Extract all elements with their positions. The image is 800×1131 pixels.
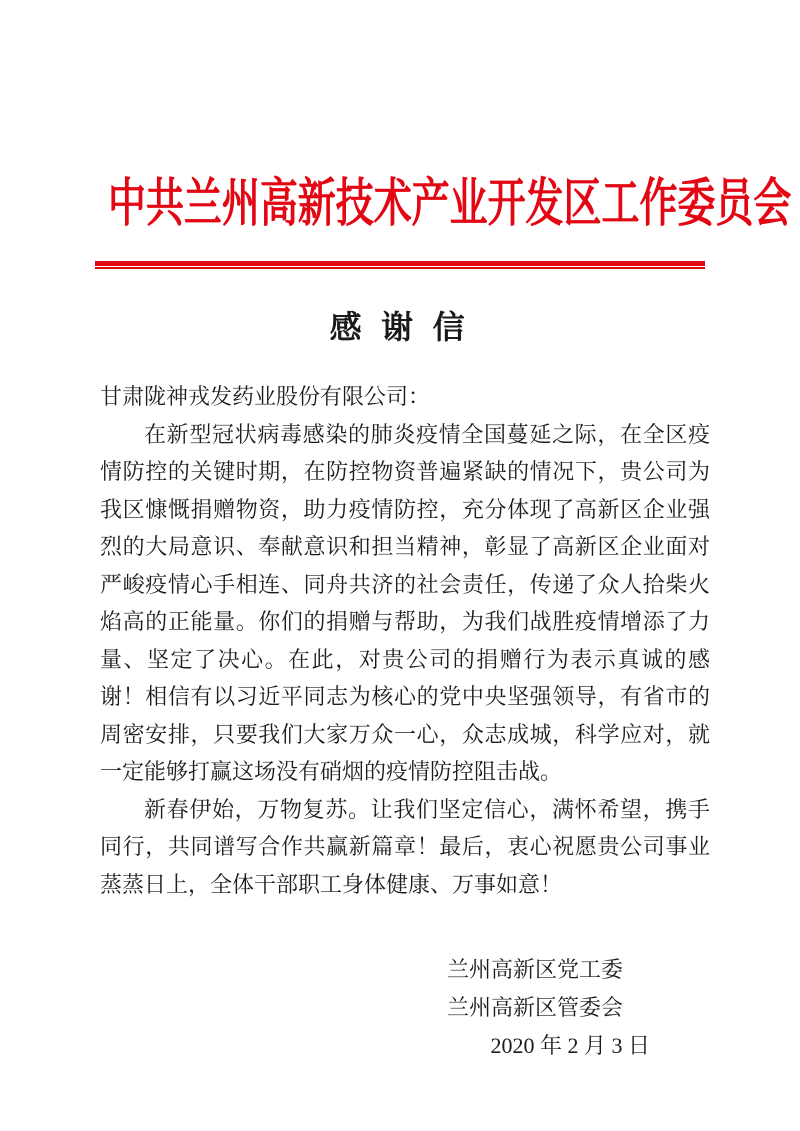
body-paragraph-1: 在新型冠状病毒感染的肺炎疫情全国蔓延之际，在全区疫情防控的关键时期，在防控物资普遍紧缺的情况下，贵公司为我区慷慨捐赠物资，助力疫情防控，充分体现了高新区企业强烈的大局意识、奉献意识和担当精神，彰显了高新区企业面对严峻疫情心手相连、同舟共济的社会责任，传递了众人拾柴火焰高的正能量。你们的捐赠与帮助，为我们战胜疫情增添了力量、坚定了决心。在此，对贵公司的捐赠行为表示真诚的感谢！相信有以习近平同志为核心的党中央坚强领导，有省市的周密安排，只要我们大家万众一心，众志成城，科学应对，就一定能够打赢这场没有硝烟的疫情防控阻击战。 xyxy=(100,421,710,785)
signature-org-line-1: 兰州高新区党工委 xyxy=(446,957,623,983)
letter-content xyxy=(0,378,800,1065)
letter-body xyxy=(100,378,710,903)
letterhead-org-title: 中共兰州高新技术产业开发区工作委员会 xyxy=(108,176,792,233)
salutation-line: 甘肃陇神戎发药业股份有限公司： xyxy=(100,384,431,410)
body-paragraph-2: 新春伊始，万物复苏。让我们坚定信心，满怀希望，携手同行，共同谱写合作共赢新篇章！最后，衷心祝愿贵公司事业蒸蒸日上，全体干部职工身体健康、万事如意！ xyxy=(100,796,710,897)
signature-date-line: 2020 年 2 月 3 日 xyxy=(490,1033,650,1059)
document-title: 感 谢 信 xyxy=(329,309,471,346)
signature-block xyxy=(100,951,710,1065)
letterhead-divider-rule xyxy=(95,261,705,269)
signature-org-line-2: 兰州高新区管委会 xyxy=(446,995,623,1021)
